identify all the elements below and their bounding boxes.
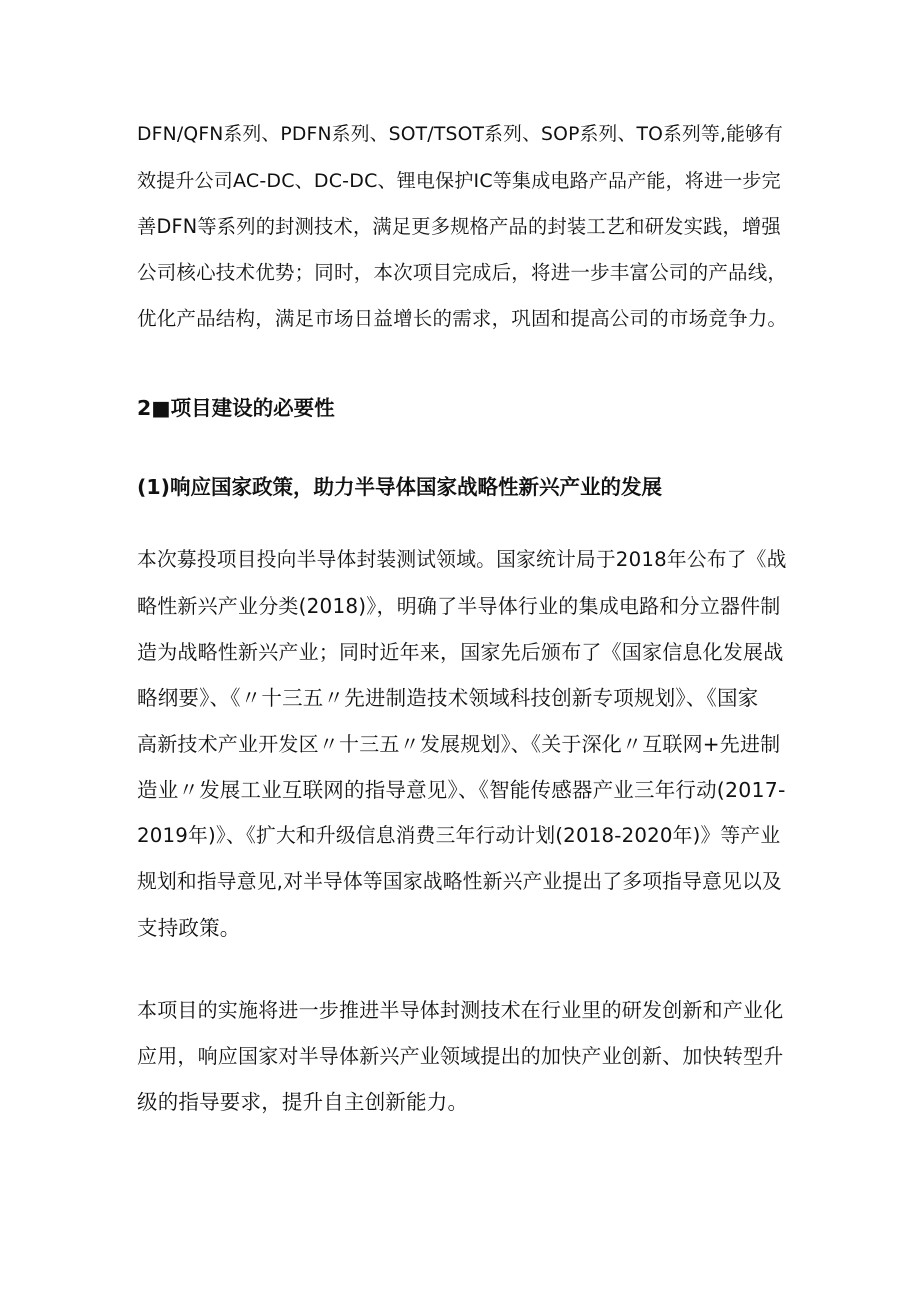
- text-line: 支持政策。: [137, 916, 241, 940]
- text-line: 2019年)》、《扩大和升级信息消费三年行动计划(2018-2020年)》等产业: [137, 824, 781, 847]
- text-line: 善DFN等系列的封测技术，满足更多规格产品的封装工艺和研发实践，增强: [137, 215, 781, 238]
- paragraph-goal: [137, 987, 787, 1125]
- text-line: 本项目的实施将进一步推进半导体封测技术在行业里的研发创新和产业化: [137, 998, 784, 1022]
- text-line: 级的指导要求，提升自主创新能力。: [137, 1090, 469, 1114]
- text-line: 高新技术产业开发区〃十三五〃发展规划》、《关于深化〃互联网+先进制: [137, 732, 781, 756]
- text-line: 造业〃发展工业互联网的指导意见》、《智能传感器产业三年行动(2017-: [137, 778, 786, 802]
- paragraph-intro: [137, 112, 787, 342]
- paragraph-policy: [137, 537, 787, 951]
- text-line: 本次募投项目投向半导体封装测试领域。国家统计局于2018年公布了《战: [137, 548, 787, 571]
- text-line: 应用，响应国家对半导体新兴产业领域提出的加快产业创新、加快转型升: [137, 1044, 784, 1068]
- text-line: 优化产品结构，满足市场日益增长的需求，巩固和提高公司的市场竞争力。: [137, 307, 788, 330]
- text-line: 规划和指导意见,对半导体等国家战略性新兴产业提出了多项指导意见以及: [137, 870, 782, 893]
- text-line: 公司核心技术优势；同时，本次项目完成后，将进一步丰富公司的产品线，: [137, 261, 788, 284]
- text-line: 效提升公司AC-DC、DC-DC、锂电保护IC等集成电路产品产能，将进一步完: [137, 170, 781, 192]
- subsection-heading: (1)响应国家政策，助力半导体国家战略性新兴产业的发展: [137, 475, 663, 499]
- text-line: 造为战略性新兴产业；同时近年来，国家先后颁布了《国家信息化发展战: [137, 640, 784, 664]
- text-line: DFN/QFN系列、PDFN系列、SOT/TSOT系列、SOP系列、TO系列等,能够有: [137, 124, 783, 145]
- section-heading: 2■项目建设的必要性: [137, 396, 335, 420]
- text-line: 略纲要》、《〃十三五〃先进制造技术领域科技创新专项规划》、《国家: [137, 686, 759, 710]
- text-line: 略性新兴产业分类(2018)》，明确了半导体行业的集成电路和分立器件制: [137, 594, 781, 618]
